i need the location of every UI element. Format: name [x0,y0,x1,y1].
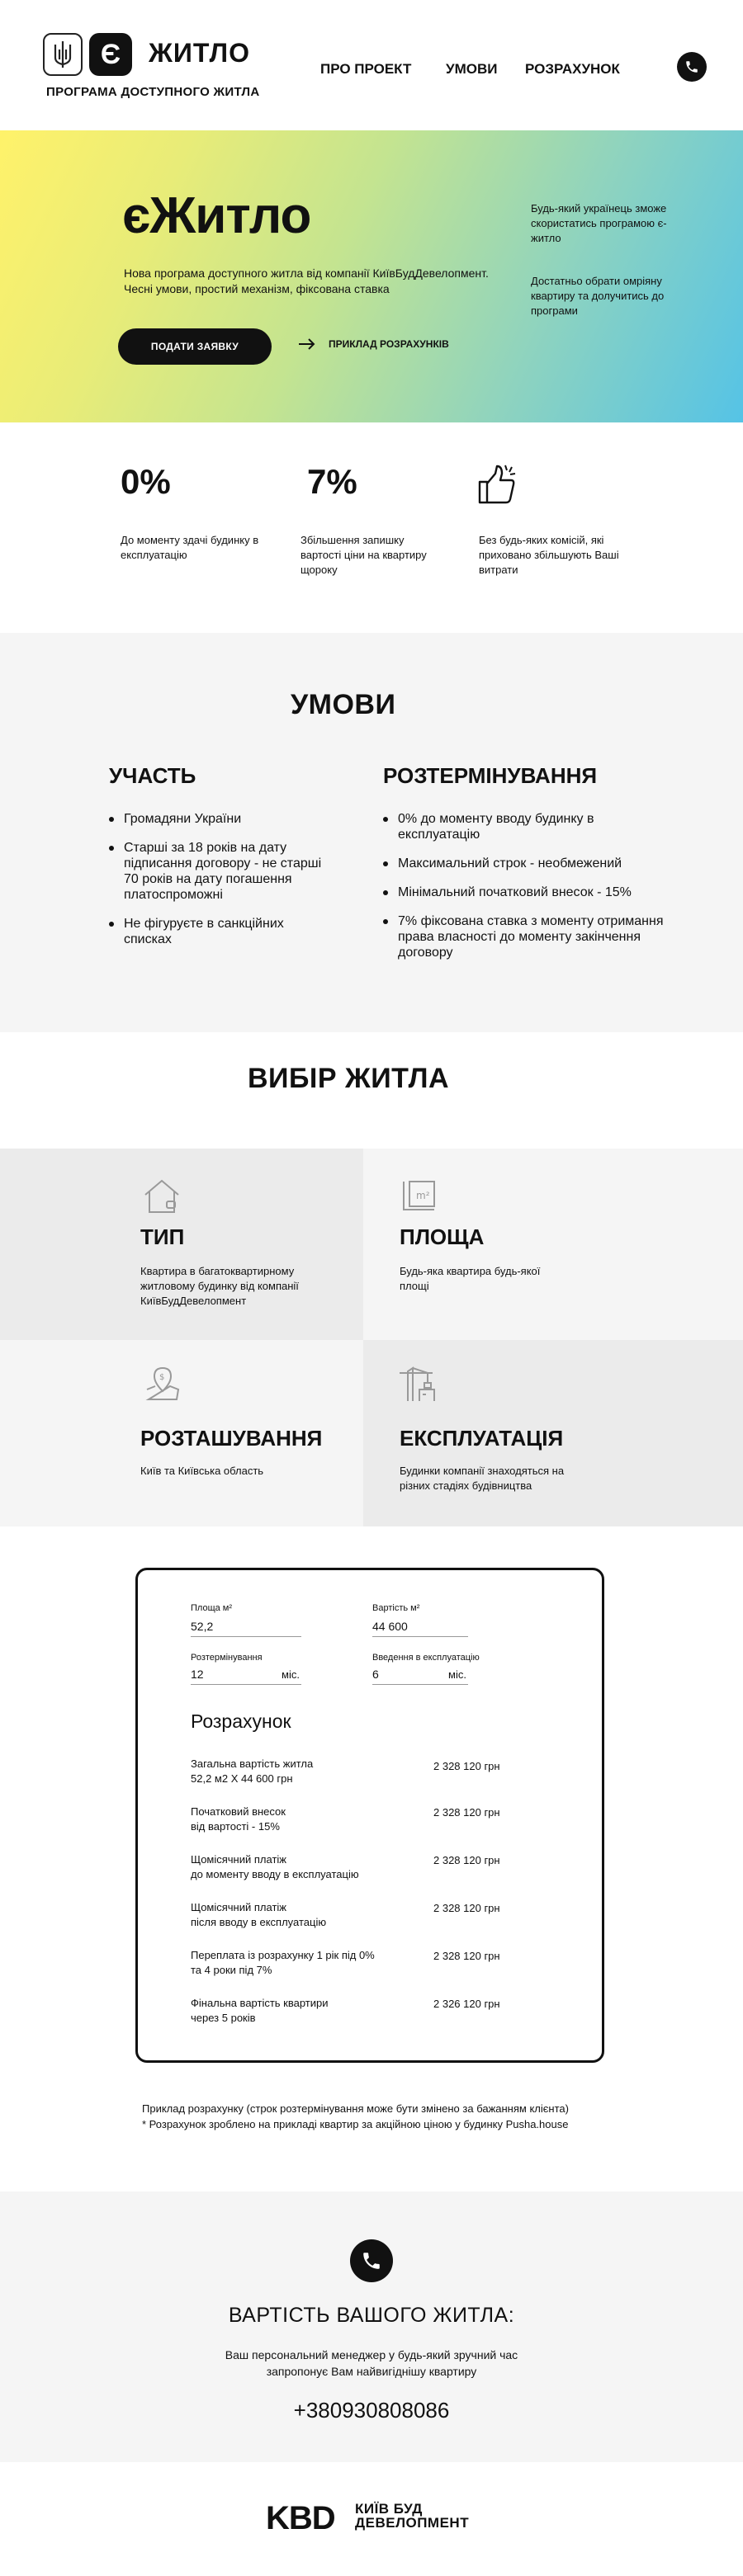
area-input-underline [191,1636,301,1637]
stat-text-3: Без будь-яких комісій, які приховано збільшують Ваші витрати [479,534,619,576]
area-label: Площа м² [191,1603,233,1613]
stat-value-seven: 7% [307,462,357,501]
list-item: Мінімальний початковий внесок - 15% [383,885,664,900]
result-row-label: Початковий внесок від вартості - 15% [191,1805,286,1833]
result-row-label: Щомісячний платіж після вводу в експлуатацію [191,1901,327,1928]
trident-icon [52,40,73,69]
price-input[interactable]: 44 600 [372,1620,408,1633]
contact-phone-button[interactable] [350,2239,393,2282]
term-unit: міс. [282,1668,300,1681]
footer-logo-subtitle: КИЇВ БУД ДЕВЕЛОПМЕНТ [355,2501,470,2531]
installment-title: РОЗТЕРМІНУВАННЯ [383,763,598,788]
card-area-title: ПЛОЩА [400,1224,485,1249]
hero-title: єЖитло [122,187,311,244]
term-input-underline [191,1684,301,1685]
area-input[interactable]: 52,2 [191,1620,214,1633]
card-operation [363,1340,743,1526]
note-1: Приклад розрахунку (строк розтермінування може бути змінено за бажанням клієнта) [142,2102,569,2115]
result-row-value: 2 328 120 грн [433,1806,500,1819]
hero-section [0,130,743,422]
svg-text:m²: m² [416,1190,430,1201]
logo-word: ЖИТЛО [149,38,251,68]
card-area-text: Будь-яка квартира будь-якої площі [400,1265,541,1292]
stat-text-1: До моменту здачі будинку в експлуатацію [121,534,259,561]
nav-conditions[interactable]: УМОВИ [446,61,498,77]
card-type-title: ТИП [140,1224,185,1249]
list-item: 0% до моменту вводу будинку в експлуатацію [383,811,664,842]
svg-text:$: $ [159,1373,165,1382]
list-item: 7% фіксована ставка з моменту отримання права власності до моменту закінчення договору [383,913,664,960]
arrow-right-icon [299,338,315,350]
thumbs-up-icon [477,464,517,505]
calculator-panel [135,1568,604,2063]
term-input[interactable]: 12 [191,1668,204,1681]
result-row-value: 2 328 120 грн [433,1902,500,1914]
result-row-value: 2 326 120 грн [433,1998,500,2010]
commission-label: Введення в експлуатацію [372,1653,480,1663]
card-area [363,1149,743,1340]
result-row-label: Переплата із розрахунку 1 рік під 0% та 4 роки під 7% [191,1949,375,1976]
logo-subtitle: ПРОГРАМА ДОСТУПНОГО ЖИТЛА [46,85,260,99]
result-row-value: 2 328 120 грн [433,1950,500,1962]
card-location-text: Київ та Київська область [140,1465,264,1477]
card-type [0,1149,363,1340]
contact-section [0,2191,743,2462]
apply-button[interactable]: ПОДАТИ ЗАЯВКУ [118,328,272,365]
commission-input-underline [372,1684,468,1685]
participation-list [109,811,324,960]
hero-description: Нова програма доступного житла від компанії КиївБудДевелопмент. Чесні умови, простий механізм, фіксована ставка [124,267,489,295]
card-type-text: Квартира в багатоквартирному житловому будинку від компанії КиївБудДевелопмент [140,1265,299,1307]
hero-side-text-2: Достатньо обрати омріяну квартиру та долучитись до програми [531,275,665,317]
price-input-underline [372,1636,468,1637]
commission-unit: міс. [448,1668,466,1681]
result-row-value: 2 328 120 грн [433,1760,500,1772]
phone-button[interactable] [677,52,707,82]
crane-icon [396,1365,436,1404]
note-2: * Розрахунок зроблено на прикладі квартир за акційною ціною у будинку Pusha.house [142,2118,569,2130]
result-row-label: Фінальна вартість квартири через 5 років [191,1997,329,2024]
housing-choice-title: ВИБІР ЖИТЛА [248,1063,449,1094]
stat-text-2: Збільшення запишку вартості ціни на квартиру щороку [301,534,427,576]
list-item: Максимальний строк - необмежений [383,856,664,871]
nav-calculation[interactable]: РОЗРАХУНОК [525,61,620,77]
house-icon [142,1177,182,1216]
stat-value-zero: 0% [121,462,171,501]
phone-icon [684,59,699,74]
example-calculation-label: ПРИКЛАД РОЗРАХУНКІВ [329,338,449,350]
phone-icon [361,2250,382,2272]
e-logo[interactable]: Є [89,33,132,76]
result-row-label: Щомісячний платіж до моменту вводу в експлуатацію [191,1853,359,1880]
card-location-title: РОЗТАШУВАННЯ [140,1426,323,1451]
result-row-label: Загальна вартість житла 52,2 м2 X 44 600 грн [191,1757,314,1785]
term-label: Розтермінування [191,1653,263,1663]
conditions-section [0,633,743,1032]
trident-logo[interactable] [43,33,83,76]
installment-list [383,811,664,974]
footer-logo[interactable]: KBD [266,2500,335,2536]
conditions-title: УМОВИ [291,689,396,720]
list-item: Старші за 18 років на дату підписання договору - не старші 70 років на дату погашення платоспроможні [109,840,324,903]
card-location [0,1340,363,1526]
contact-title: ВАРТІСТЬ ВАШОГО ЖИТЛА: [228,2304,515,2327]
contact-phone-number[interactable]: +380930808086 [293,2398,450,2423]
header [0,0,743,132]
price-label: Вартість м² [372,1603,420,1613]
card-operation-title: ЕКСПЛУАТАЦІЯ [400,1426,564,1451]
contact-text: Ваш персональний менеджер у будь-який зручний час запропонує Вам найвигіднішу квартиру [225,2348,518,2378]
result-row-value: 2 328 120 грн [433,1854,500,1866]
list-item: Громадяни України [109,811,324,827]
location-icon [144,1365,182,1403]
calculation-notes [142,2101,569,2132]
calculation-title: Розрахунок [191,1710,291,1732]
commission-input[interactable]: 6 [372,1668,379,1681]
list-item: Не фігуруєте в санкційних списках [109,916,324,947]
area-icon [400,1177,438,1215]
nav-about[interactable]: ПРО ПРОЕКТ [320,61,412,77]
example-calculation-link[interactable] [299,338,449,350]
hero-side-text-1: Будь-який українець зможе скористатись програмою є-житло [531,202,667,244]
participation-title: УЧАСТЬ [109,763,196,788]
card-operation-text: Будинки компанії знаходяться на різних стадіях будівництва [400,1465,565,1492]
